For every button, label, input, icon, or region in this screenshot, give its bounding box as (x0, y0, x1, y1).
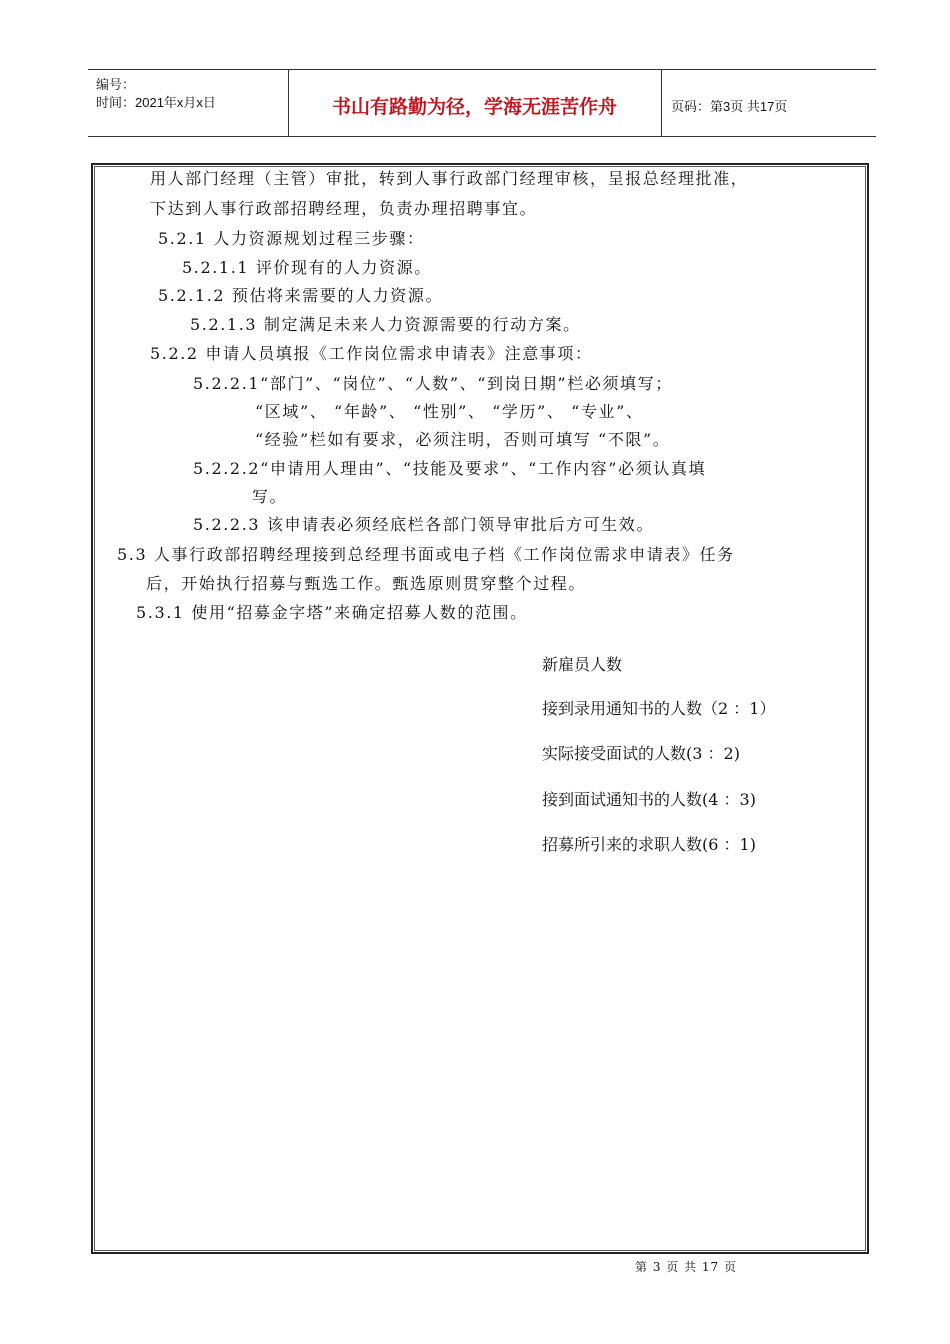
page-header (88, 69, 876, 137)
pyramid-level: 接到面试通知书的人数(4 ：3) (542, 790, 756, 809)
section-heading: 5.2.1 人力资源规划过程三步骤： (158, 229, 425, 248)
section-heading: 5.3 人事行政部招聘经理接到总经理书面或电子档《工作岗位需求申请表》任务 (117, 545, 735, 564)
subsection-item-continued: 写。 (252, 487, 288, 506)
header-motto: 书山有路勤为径，学海无涯苦作舟 (331, 96, 617, 118)
section-heading: 5.3.1 使用“招募金字塔”来确定招募人数的范围。 (136, 603, 528, 622)
subsection-item: 5.2.2.3 该申请表必须经底栏各部门领导审批后方可生效。 (193, 515, 655, 534)
header-meta-cell (88, 70, 289, 136)
subsection-item: 5.2.1.1 评价现有的人力资源。 (182, 258, 432, 277)
subsection-item: 5.2.1.2 预估将来需要的人力资源。 (158, 286, 444, 305)
subsection-item: 5.2.2.2“申请用人理由”、“技能及要求”、“工作内容”必须认真填 (193, 459, 707, 478)
pyramid-level: 接到录用通知书的人数（2 ：1） (542, 699, 776, 718)
header-motto-cell (288, 70, 662, 136)
body-line: 下达到人事行政部招聘经理，负责办理招聘事宜。 (150, 199, 538, 218)
header-page-cell (661, 70, 876, 136)
subsection-item-continued: “区域”、 “年龄”、 “性别”、 “学历”、 “专业”、 (255, 402, 644, 421)
subsection-item: 5.2.1.3 制定满足未来人力资源需要的行动方案。 (190, 315, 581, 334)
pyramid-level: 招募所引来的求职人数(6 ：1) (542, 835, 756, 854)
body-line: 用人部门经理（主管）审批，转到人事行政部门经理审核，呈报总经理批准， (150, 169, 749, 188)
subsection-item: 5.2.2.1“部门”、“岗位”、“人数”、“到岗日期”栏必须填写； (193, 374, 673, 393)
subsection-item-continued: “经验”栏如有要求，必须注明，否则可填写 “不限”。 (255, 430, 671, 449)
page-footer: 第 3 页 共 17 页 (635, 1260, 737, 1274)
document-code-label: 编号： (96, 77, 136, 92)
section-heading: 5.2.2 申请人员填报《工作岗位需求申请表》注意事项： (150, 344, 593, 363)
header-page-number: 页码：第3页 共17页 (671, 99, 788, 114)
document-time-label: 时间：2021年x月x日 (96, 95, 216, 110)
pyramid-level: 新雇员人数 (542, 655, 623, 674)
pyramid-level: 实际接受面试的人数(3 ：2) (542, 744, 740, 763)
body-line: 后，开始执行招募与甄选工作。甄选原则贯穿整个过程。 (146, 574, 587, 593)
